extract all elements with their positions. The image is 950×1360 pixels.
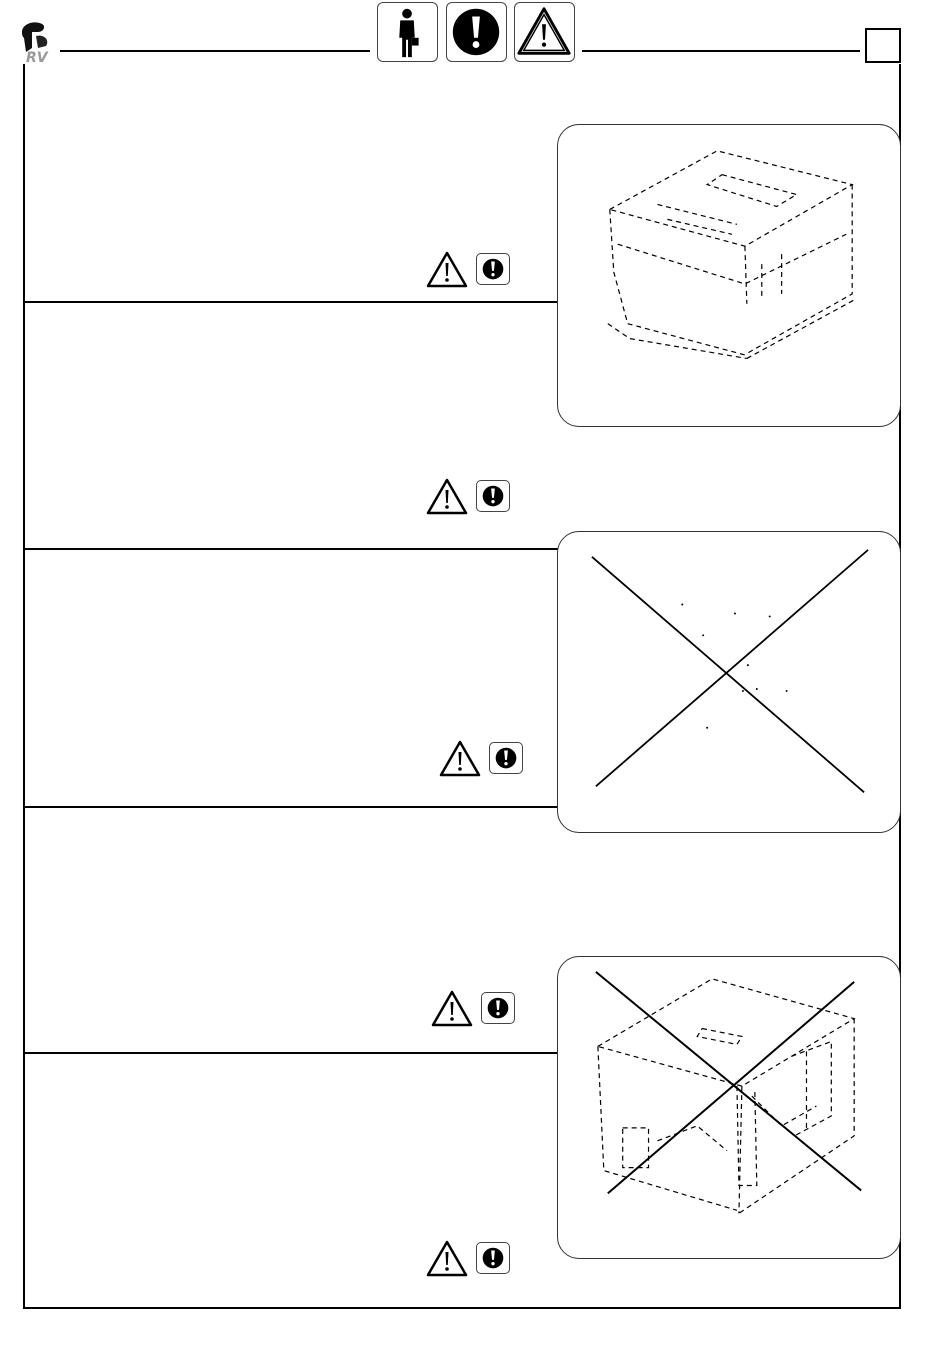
warning-triangle-icon [426, 478, 468, 516]
section-3-warning-icons [439, 740, 525, 778]
header-warning-triangle-icon [514, 2, 575, 62]
rv-logo-icon [16, 18, 60, 66]
frame-left-border [23, 64, 25, 1309]
section-5-warning-icons [426, 1240, 512, 1278]
warning-triangle-icon [439, 740, 481, 778]
warning-triangle-icon [431, 990, 473, 1028]
header-rule-left [60, 50, 370, 52]
page-number-box [865, 28, 901, 63]
svg-text:RV: RV [26, 50, 48, 66]
exclamation-icon [481, 992, 515, 1024]
warning-triangle-icon [426, 251, 468, 289]
section-4-warning-icons [431, 990, 517, 1028]
frame-bottom-border [23, 1307, 901, 1309]
section-divider-1 [23, 301, 558, 303]
header-exclamation-icon [446, 2, 507, 62]
warning-triangle-icon [426, 1240, 468, 1278]
section-1-warning-icons [426, 251, 512, 289]
exclamation-icon [476, 1242, 510, 1274]
figure-crossed-out-view [557, 531, 901, 833]
section-divider-3 [23, 806, 558, 808]
section-divider-2 [23, 548, 558, 550]
figure-appliance-front-view [557, 124, 901, 427]
figure-appliance-rear-view [557, 956, 901, 1259]
exclamation-icon [476, 480, 510, 512]
section-2-warning-icons [426, 478, 512, 516]
header-person-icon [377, 2, 438, 62]
section-divider-4 [23, 1052, 558, 1054]
header-rule-right [582, 50, 860, 52]
exclamation-icon [476, 253, 510, 285]
exclamation-icon [489, 742, 523, 774]
